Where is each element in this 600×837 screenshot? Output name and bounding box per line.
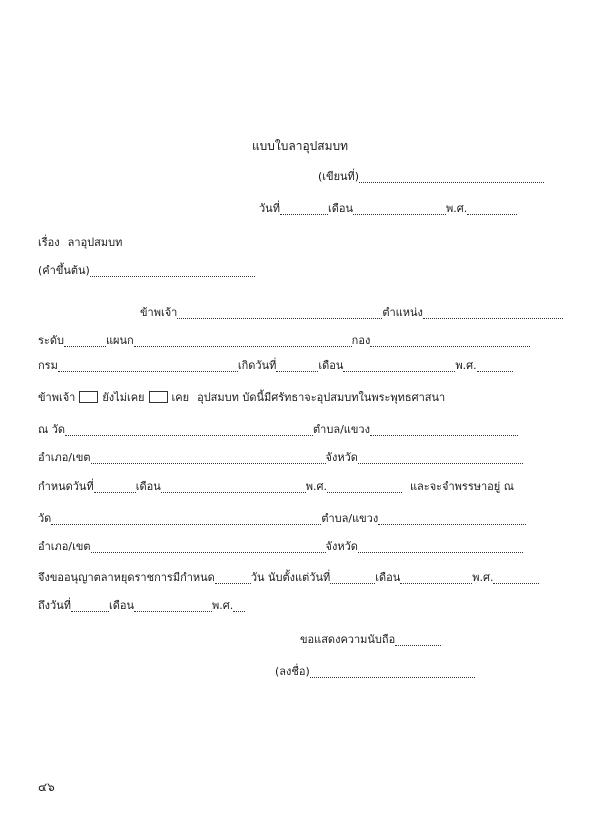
province-field[interactable]: [358, 453, 523, 464]
division-field[interactable]: [370, 336, 530, 347]
department-birth-row: [38, 360, 564, 372]
subject-row: [38, 237, 122, 249]
written-at-label: (เขียนที่): [318, 170, 360, 183]
retreat-temple-field[interactable]: [51, 514, 321, 525]
birthdate-field[interactable]: [276, 361, 318, 372]
self-label: ข้าพเจ้า: [140, 306, 178, 319]
province-label: จังหวัด: [325, 451, 358, 464]
date-field[interactable]: [280, 204, 328, 215]
checkbox-ever-ordained[interactable]: [149, 391, 168, 403]
retreat-subdistrict-field[interactable]: [378, 514, 526, 525]
district-field[interactable]: [91, 453, 326, 464]
division-label: กอง: [351, 334, 371, 347]
subject-label: เรื่อง: [38, 236, 60, 249]
subdistrict-field[interactable]: [370, 425, 518, 436]
retreat-tail-label: และจะจำพรรษาอยู่ ณ: [409, 480, 514, 493]
section-label: แผนก: [105, 334, 134, 347]
leave-end-month-field[interactable]: [134, 601, 212, 612]
birth-month-label: เดือน: [318, 359, 344, 372]
schedule-label: กำหนดวันที่: [38, 480, 94, 493]
retreat-province-field[interactable]: [358, 542, 523, 553]
leave-days-field[interactable]: [215, 573, 251, 584]
leave-end-year-field[interactable]: [233, 601, 245, 612]
leave-request-label: จึงขออนุญาตลาหยุดราชการมีกำหนด: [38, 571, 215, 584]
ordination-prefix-label: ข้าพเจ้า: [38, 391, 76, 404]
retreat-district-field[interactable]: [91, 542, 326, 553]
header-date-row: [259, 203, 564, 215]
temple-subdistrict-row: [38, 424, 564, 436]
department-field[interactable]: [58, 361, 238, 372]
leave-days-label: วัน นับตั้งแต่วันที่: [250, 571, 331, 584]
date-label: วันที่: [259, 202, 280, 215]
level-label: ระดับ: [38, 334, 64, 347]
ordination-status-row: [38, 392, 445, 404]
leave-start-month-field[interactable]: [400, 573, 472, 584]
birth-year-field[interactable]: [477, 361, 513, 372]
retreat-district-province-row: [38, 541, 564, 553]
salutation-row: [38, 265, 268, 277]
respect-row: [300, 634, 530, 646]
birth-month-field[interactable]: [343, 361, 455, 372]
signature-row: [275, 666, 525, 678]
leave-end-month-label: เดือน: [108, 599, 135, 612]
respect-label: ขอแสดงความนับถือ: [300, 633, 396, 646]
page-number: ๔๖: [38, 780, 55, 794]
subdistrict-label: ตำบล/แขวง: [313, 423, 370, 436]
schedule-month-field[interactable]: [161, 482, 306, 493]
leave-end-year-label: พ.ศ.: [212, 599, 234, 612]
retreat-district-label: อำเภอ/เขต: [38, 540, 91, 553]
schedule-year-field[interactable]: [327, 482, 402, 493]
level-field[interactable]: [64, 336, 106, 347]
leave-request-row: [38, 572, 564, 584]
year-field[interactable]: [467, 204, 517, 215]
leave-end-label: ถึงวันที่: [38, 599, 71, 612]
position-label: ตำแหน่ง: [382, 306, 423, 319]
retreat-province-label: จังหวัด: [325, 540, 358, 553]
retreat-subdistrict-label: ตำบล/แขวง: [321, 512, 379, 525]
name-position-row: [140, 307, 564, 319]
leave-start-year-label: พ.ศ.: [472, 571, 494, 584]
salutation-label: (คำขึ้นต้น): [38, 264, 90, 277]
birthdate-label: เกิดวันที่: [237, 359, 277, 372]
level-section-division-row: [38, 335, 564, 347]
name-field[interactable]: [177, 308, 382, 319]
district-province-row: [38, 452, 564, 464]
leave-start-year-field[interactable]: [493, 573, 539, 584]
month-label: เดือน: [327, 202, 353, 215]
at-temple-field[interactable]: [65, 425, 313, 436]
option-never-label: ยังไม่เคย: [102, 391, 145, 404]
schedule-month-label: เดือน: [135, 480, 161, 493]
department-label: กรม: [38, 359, 58, 372]
section-field[interactable]: [134, 336, 352, 347]
leave-end-row: [38, 600, 338, 612]
retreat-temple-row: [38, 513, 564, 525]
signature-label: (ลงชื่อ): [275, 665, 310, 678]
option-ever-label: เคย: [171, 391, 190, 404]
birth-year-label: พ.ศ.: [455, 359, 477, 372]
written-at-field[interactable]: [359, 172, 544, 183]
leave-start-day-field[interactable]: [330, 573, 375, 584]
page-title: [0, 137, 600, 156]
checkbox-never-ordained[interactable]: [79, 391, 98, 403]
schedule-row: [38, 481, 564, 493]
leave-end-day-field[interactable]: [71, 601, 109, 612]
signature-field[interactable]: [310, 667, 475, 678]
subject-value: ลาอุปสมบท: [67, 236, 123, 249]
page-title-text: แบบใบลาอุปสมบท: [251, 139, 349, 153]
written-at-row: [318, 171, 563, 183]
salutation-field[interactable]: [90, 266, 255, 277]
district-label: อำเภอ/เขต: [38, 451, 91, 464]
leave-start-month-label: เดือน: [375, 571, 401, 584]
position-field[interactable]: [423, 308, 563, 319]
schedule-year-label: พ.ศ.: [305, 480, 327, 493]
month-field[interactable]: [353, 204, 446, 215]
retreat-temple-label: วัด: [38, 512, 52, 525]
at-temple-label: ณ วัด: [38, 423, 66, 436]
ordination-suffix-label: อุปสมบท บัดนี้มีศรัทธาจะอุปสมบทในพระพุทธศาสนา: [197, 391, 446, 404]
respect-trailing-field: [395, 635, 441, 646]
year-label: พ.ศ.: [445, 202, 468, 215]
schedule-day-field[interactable]: [94, 482, 136, 493]
